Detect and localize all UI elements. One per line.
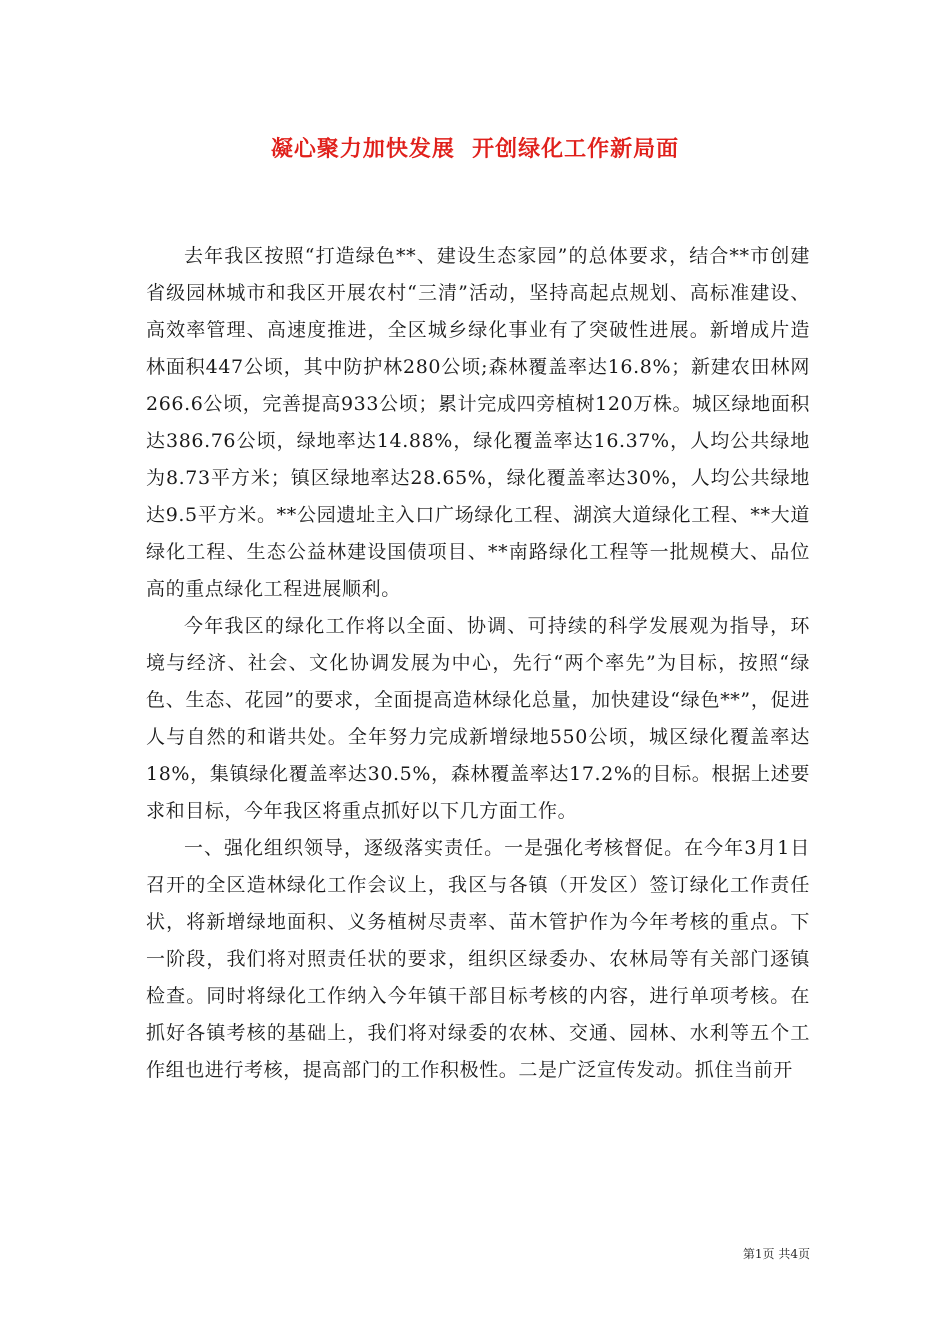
paragraph-2: 今年我区的绿化工作将以全面、协调、可持续的科学发展观为指导，环境与经济、社会、文化协调发展为中心，先行“两个率先”为目标，按照“绿色、生态、花园”的要求，全面提高造林绿化总量，加快建设“绿色**”，促进人与自然的和谐共处。全年努力完成新增绿地550公顷，城区绿化覆盖率达18%，集镇绿化覆盖率达30.5%，森林覆盖率达17.2%的目标。根据上述要求和目标，今年我区将重点抓好以下几方面工作。 [146,615,810,822]
paragraph-1: 去年我区按照“打造绿色**、建设生态家园”的总体要求，结合**市创建省级园林城市和我区开展农村“三清”活动，坚持高起点规划、高标准建设、高效率管理、高速度推进，全区城乡绿化事业有了突破性进展。新增成片造林面积447公顷，其中防护林280公顷;森林覆盖率达16.8%；新建农田林网266.6公顷，完善提高933公顷；累计完成四旁植树120万株。城区绿地面积达386.76公顷，绿地率达14.88%，绿化覆盖率达16.37%，人均公共绿地为8.73平方米；镇区绿地率达28.65%，绿化覆盖率达30%，人均公共绿地达9.5平方米。**公园遗址主入口广场绿化工程、湖滨大道绿化工程、**大道绿化工程、生态公益林建设国债项目、**南路绿化工程等一批规模大、品位高的重点绿化工程进展顺利。 [146,245,810,600]
document-body [146,238,810,1089]
page-number-footer: 第1页 共4页 [742,1247,810,1261]
paragraph-3: 一、强化组织领导，逐级落实责任。一是强化考核督促。在今年3月1日召开的全区造林绿化工作会议上，我区与各镇（开发区）签订绿化工作责任状，将新增绿地面积、义务植树尽责率、苗木管护作为今年考核的重点。下一阶段，我们将对照责任状的要求，组织区绿委办、农林局等有关部门逐镇检查。同时将绿化工作纳入今年镇干部目标考核的内容，进行单项考核。在抓好各镇考核的基础上，我们将对绿委的农林、交通、园林、水利等五个工作组也进行考核，提高部门的工作积极性。二是广泛宣传发动。抓住当前开 [146,837,810,1081]
document-title: 凝心聚力加快发展 开创绿化工作新局面 [270,137,680,162]
